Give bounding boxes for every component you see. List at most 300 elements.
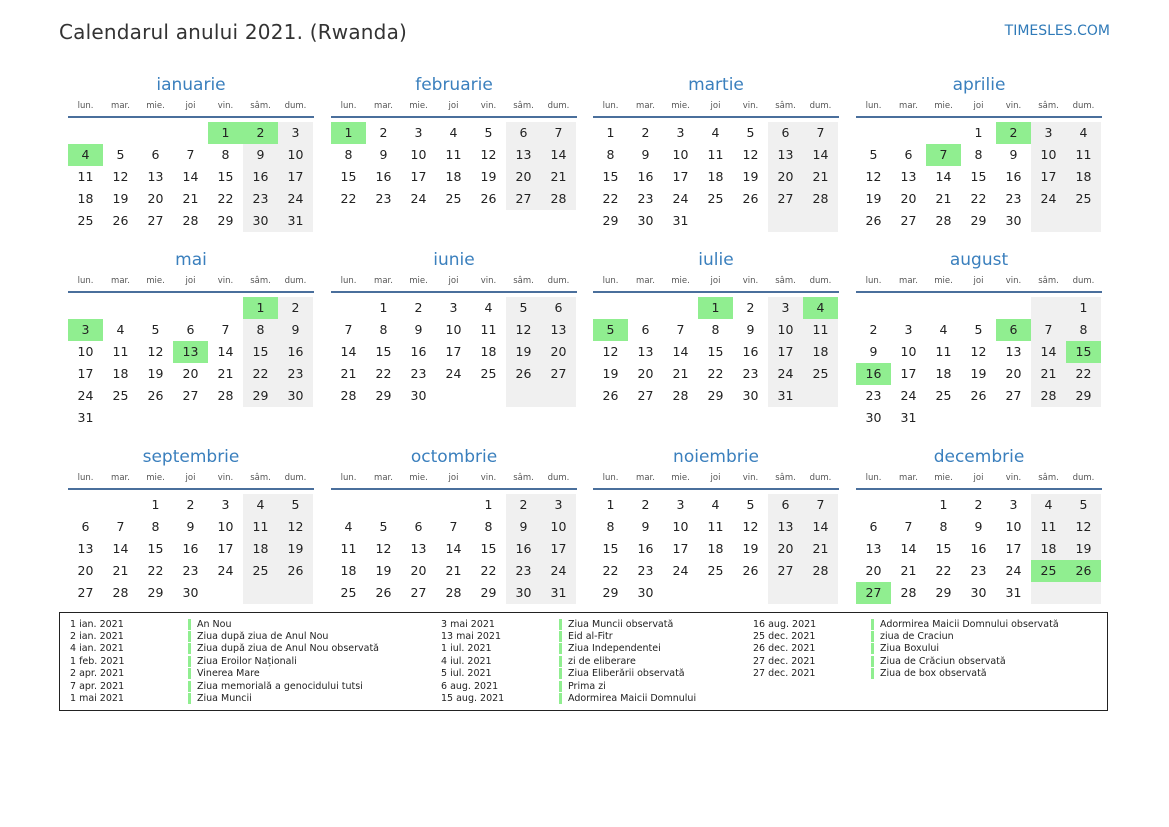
month-title: decembrie — [933, 447, 1025, 467]
day-cell: 5 — [974, 322, 983, 337]
weekday-label: joi — [710, 276, 721, 286]
weekday-header — [331, 273, 577, 293]
day-cell: 7 — [803, 122, 838, 144]
empty-cell — [628, 297, 663, 319]
empty-cell — [173, 122, 208, 144]
day-cell: 9 — [506, 516, 541, 538]
weekday-label: mar. — [636, 276, 655, 286]
month-mai — [68, 247, 314, 429]
day-cell: 12 — [970, 344, 987, 359]
holiday-name: Ziua după ziua de Anul Nou — [197, 631, 329, 643]
empty-cell — [138, 122, 173, 144]
weekday-label: vin. — [480, 276, 497, 286]
day-cell: 24 — [278, 188, 313, 210]
weekday-label: vin. — [1005, 276, 1022, 286]
holiday-row — [70, 692, 379, 704]
day-cell: 10 — [900, 344, 917, 359]
day-cell: 2 — [243, 122, 278, 144]
day-cell: 29 — [217, 213, 234, 228]
holiday-name: Vinerea Mare — [197, 668, 260, 680]
weekday-label: lun. — [602, 473, 619, 483]
day-cell: 31 — [900, 410, 917, 425]
day-cell: 4 — [484, 300, 493, 315]
day-cell: 9 — [869, 344, 878, 359]
day-cell: 16 — [637, 541, 654, 556]
day-cell: 8 — [344, 147, 353, 162]
day-grid — [68, 494, 314, 604]
month-title: februarie — [415, 75, 493, 95]
day-cell: 3 — [904, 322, 913, 337]
weekday-label: dum. — [547, 101, 570, 111]
day-cell: 30 — [410, 388, 427, 403]
day-cell: 26 — [375, 585, 392, 600]
day-cell: 18 — [707, 541, 724, 556]
month-februarie — [331, 72, 577, 210]
day-cell: 18 — [1066, 166, 1101, 188]
day-cell: 15 — [707, 344, 724, 359]
day-cell: 21 — [541, 166, 576, 188]
day-cell: 11 — [1031, 516, 1066, 538]
holiday-marker — [559, 693, 562, 704]
day-cell: 30 — [1005, 213, 1022, 228]
day-cell: 3 — [449, 300, 458, 315]
holiday-date: 27 dec. 2021 — [753, 668, 816, 680]
empty-cell — [331, 494, 366, 516]
day-cell: 26 — [112, 213, 129, 228]
day-cell: 11 — [112, 344, 129, 359]
weekday-label: mie. — [146, 276, 165, 286]
day-grid — [856, 494, 1102, 604]
day-cell: 1 — [331, 122, 366, 144]
day-cell: 28 — [1031, 385, 1066, 407]
month-iunie — [331, 247, 577, 407]
day-cell: 20 — [768, 538, 803, 560]
holiday-row — [441, 630, 696, 642]
day-cell: 19 — [865, 191, 882, 206]
weekday-label: lun. — [77, 473, 94, 483]
day-cell: 26 — [865, 213, 882, 228]
day-cell: 23 — [410, 366, 427, 381]
day-cell: 8 — [221, 147, 230, 162]
holiday-row — [441, 668, 696, 680]
day-cell: 8 — [1066, 319, 1101, 341]
day-cell: 13 — [506, 144, 541, 166]
day-cell: 20 — [147, 191, 164, 206]
weekday-label: mar. — [111, 276, 130, 286]
holiday-marker — [871, 643, 874, 654]
day-cell: 14 — [803, 144, 838, 166]
day-cell: 28 — [541, 188, 576, 210]
weekday-label: joi — [710, 473, 721, 483]
day-cell: 20 — [506, 166, 541, 188]
day-cell: 24 — [541, 560, 576, 582]
holiday-marker — [559, 619, 562, 630]
weekday-label: mar. — [636, 473, 655, 483]
day-cell: 5 — [278, 494, 313, 516]
day-cell: 7 — [541, 122, 576, 144]
day-cell: 15 — [147, 541, 164, 556]
empty-cell — [278, 407, 313, 429]
empty-cell — [208, 297, 243, 319]
weekday-label: mar. — [374, 101, 393, 111]
day-cell: 5 — [379, 519, 388, 534]
day-cell: 1 — [243, 297, 278, 319]
day-cell: 7 — [449, 519, 458, 534]
day-cell: 9 — [641, 147, 650, 162]
weekday-label: joi — [185, 101, 196, 111]
day-cell: 14 — [112, 541, 129, 556]
empty-cell — [471, 385, 506, 407]
day-cell: 16 — [182, 541, 199, 556]
day-cell: 1 — [1066, 297, 1101, 319]
holiday-date: 16 aug. 2021 — [753, 618, 817, 630]
empty-cell — [208, 407, 243, 429]
day-cell: 26 — [278, 560, 313, 582]
month-title: noiembrie — [673, 447, 759, 467]
holiday-row — [753, 668, 1059, 680]
empty-cell — [803, 582, 838, 604]
day-cell: 19 — [112, 191, 129, 206]
weekday-label: joi — [448, 276, 459, 286]
day-cell: 6 — [541, 297, 576, 319]
month-title: aprilie — [952, 75, 1006, 95]
day-cell: 1 — [606, 125, 615, 140]
day-cell: 15 — [602, 169, 619, 184]
day-cell: 27 — [147, 213, 164, 228]
empty-cell — [1031, 210, 1066, 232]
holiday-date: 7 apr. 2021 — [70, 680, 125, 692]
holiday-row — [441, 643, 696, 655]
empty-cell — [803, 210, 838, 232]
day-cell: 17 — [217, 541, 234, 556]
day-cell: 12 — [278, 516, 313, 538]
day-cell: 23 — [742, 366, 759, 381]
weekday-label: vin. — [742, 473, 759, 483]
day-cell: 13 — [541, 319, 576, 341]
day-cell: 24 — [768, 363, 803, 385]
holiday-name: An Nou — [197, 618, 232, 630]
day-cell: 29 — [375, 388, 392, 403]
weekday-label: joi — [185, 276, 196, 286]
holiday-name: Ziua Independentei — [568, 643, 661, 655]
day-cell: 21 — [900, 563, 917, 578]
day-grid — [856, 122, 1102, 232]
day-cell: 31 — [278, 210, 313, 232]
day-grid — [856, 297, 1102, 429]
holiday-date: 26 dec. 2021 — [753, 643, 816, 655]
empty-cell — [401, 494, 436, 516]
month-title: iulie — [698, 250, 734, 270]
day-cell: 30 — [278, 385, 313, 407]
weekday-label: mar. — [374, 276, 393, 286]
day-cell: 25 — [480, 366, 497, 381]
day-cell: 10 — [541, 516, 576, 538]
weekday-header — [331, 98, 577, 118]
holiday-date: 27 dec. 2021 — [753, 655, 816, 667]
day-cell: 22 — [217, 191, 234, 206]
weekday-label: mar. — [111, 101, 130, 111]
day-cell: 6 — [506, 122, 541, 144]
holiday-date: 6 aug. 2021 — [441, 680, 499, 692]
day-cell: 24 — [672, 191, 689, 206]
day-cell: 30 — [506, 582, 541, 604]
day-cell: 23 — [1005, 191, 1022, 206]
day-cell: 18 — [340, 563, 357, 578]
day-cell: 10 — [768, 319, 803, 341]
weekday-label: dum. — [809, 101, 832, 111]
holiday-row — [70, 630, 379, 642]
day-cell: 24 — [900, 388, 917, 403]
holiday-date: 1 mai 2021 — [70, 693, 124, 705]
day-cell: 24 — [1005, 563, 1022, 578]
weekday-header — [856, 273, 1102, 293]
day-cell: 27 — [637, 388, 654, 403]
weekday-label: lun. — [340, 101, 357, 111]
day-cell: 6 — [151, 147, 160, 162]
day-cell: 4 — [711, 125, 720, 140]
day-cell: 28 — [217, 388, 234, 403]
day-grid — [68, 122, 314, 232]
empty-cell — [68, 122, 103, 144]
weekday-label: joi — [973, 276, 984, 286]
day-cell: 14 — [803, 516, 838, 538]
holiday-name: Adormirea Maicii Domnului observată — [880, 618, 1059, 630]
weekday-label: sâm. — [250, 101, 271, 111]
day-cell: 31 — [768, 385, 803, 407]
day-cell: 10 — [672, 519, 689, 534]
day-cell: 12 — [1066, 516, 1101, 538]
day-cell: 27 — [182, 388, 199, 403]
day-cell: 29 — [707, 388, 724, 403]
day-cell: 29 — [1066, 385, 1101, 407]
holiday-row — [441, 655, 696, 667]
empty-cell — [663, 582, 698, 604]
weekday-label: vin. — [217, 473, 234, 483]
day-cell: 4 — [711, 497, 720, 512]
weekday-label: mie. — [146, 101, 165, 111]
day-cell: 22 — [243, 363, 278, 385]
day-cell: 30 — [865, 410, 882, 425]
weekday-label: lun. — [340, 473, 357, 483]
day-cell: 13 — [768, 144, 803, 166]
empty-cell — [768, 210, 803, 232]
holiday-row — [753, 655, 1059, 667]
day-cell: 23 — [182, 563, 199, 578]
weekday-label: joi — [973, 473, 984, 483]
month-ianuarie — [68, 72, 314, 232]
day-cell: 23 — [637, 191, 654, 206]
day-cell: 10 — [410, 147, 427, 162]
day-cell: 9 — [746, 322, 755, 337]
day-cell: 25 — [803, 363, 838, 385]
site-link[interactable]: TIMESLES.COM — [1004, 23, 1110, 39]
empty-cell — [436, 385, 471, 407]
day-cell: 9 — [379, 147, 388, 162]
weekday-label: vin. — [480, 101, 497, 111]
day-cell: 7 — [904, 519, 913, 534]
day-cell: 5 — [746, 497, 755, 512]
day-cell: 15 — [340, 169, 357, 184]
holiday-date: 5 iul. 2021 — [441, 668, 492, 680]
day-cell: 12 — [147, 344, 164, 359]
day-cell: 4 — [344, 519, 353, 534]
day-cell: 12 — [602, 344, 619, 359]
empty-cell — [68, 494, 103, 516]
day-cell: 15 — [243, 341, 278, 363]
month-noiembrie — [593, 444, 839, 604]
day-cell: 11 — [707, 147, 724, 162]
day-cell: 10 — [77, 344, 94, 359]
day-cell: 22 — [1066, 363, 1101, 385]
day-cell: 2 — [996, 122, 1031, 144]
day-cell: 3 — [541, 494, 576, 516]
holiday-date: 1 ian. 2021 — [70, 618, 124, 630]
weekday-label: joi — [710, 101, 721, 111]
holiday-name: zi de eliberare — [568, 655, 636, 667]
day-cell: 12 — [742, 519, 759, 534]
holiday-marker — [188, 656, 191, 667]
day-cell: 25 — [340, 585, 357, 600]
weekday-label: mie. — [671, 276, 690, 286]
day-cell: 17 — [900, 366, 917, 381]
day-cell: 2 — [641, 125, 650, 140]
weekday-header — [856, 98, 1102, 118]
day-cell: 3 — [1031, 122, 1066, 144]
day-grid — [331, 494, 577, 604]
day-cell: 16 — [637, 169, 654, 184]
day-cell: 21 — [445, 563, 462, 578]
day-cell: 15 — [217, 169, 234, 184]
day-cell: 14 — [217, 344, 234, 359]
day-cell: 7 — [676, 322, 685, 337]
holiday-marker — [871, 631, 874, 642]
holiday-marker — [559, 643, 562, 654]
day-grid — [593, 494, 839, 604]
day-cell: 22 — [480, 563, 497, 578]
holiday-date: 2 ian. 2021 — [70, 631, 124, 643]
day-cell: 17 — [672, 169, 689, 184]
day-cell: 17 — [278, 166, 313, 188]
weekday-header — [593, 470, 839, 490]
empty-cell — [138, 297, 173, 319]
weekday-label: mar. — [374, 473, 393, 483]
weekday-label: dum. — [809, 276, 832, 286]
day-cell: 21 — [182, 191, 199, 206]
holiday-row — [70, 668, 379, 680]
day-cell: 6 — [904, 147, 913, 162]
day-cell: 5 — [593, 319, 628, 341]
day-cell: 7 — [116, 519, 125, 534]
day-cell: 1 — [379, 300, 388, 315]
empty-cell — [243, 407, 278, 429]
day-cell: 7 — [1031, 319, 1066, 341]
day-cell: 26 — [742, 563, 759, 578]
day-cell: 2 — [278, 297, 313, 319]
day-cell: 23 — [637, 563, 654, 578]
month-decembrie — [856, 444, 1102, 604]
weekday-label: sâm. — [513, 101, 534, 111]
day-cell: 1 — [484, 497, 493, 512]
day-cell: 15 — [1066, 341, 1101, 363]
day-cell: 13 — [900, 169, 917, 184]
day-cell: 13 — [865, 541, 882, 556]
day-cell: 9 — [414, 322, 423, 337]
day-cell: 29 — [147, 585, 164, 600]
day-cell: 11 — [707, 519, 724, 534]
weekday-label: mar. — [899, 276, 918, 286]
day-cell: 8 — [606, 519, 615, 534]
day-cell: 23 — [970, 563, 987, 578]
day-cell: 27 — [1005, 388, 1022, 403]
holiday-marker — [188, 668, 191, 679]
day-cell: 16 — [410, 344, 427, 359]
holiday-name: Ziua Muncii observată — [568, 618, 674, 630]
day-cell: 14 — [935, 169, 952, 184]
day-cell: 21 — [112, 563, 129, 578]
day-cell: 7 — [803, 494, 838, 516]
weekday-label: lun. — [77, 276, 94, 286]
day-cell: 17 — [768, 341, 803, 363]
day-cell: 19 — [375, 563, 392, 578]
day-cell: 23 — [506, 560, 541, 582]
day-cell: 1 — [606, 497, 615, 512]
empty-cell — [68, 297, 103, 319]
day-cell: 14 — [900, 541, 917, 556]
day-cell: 28 — [803, 560, 838, 582]
month-aprilie — [856, 72, 1102, 232]
day-cell: 1 — [939, 497, 948, 512]
month-martie — [593, 72, 839, 232]
day-cell: 20 — [637, 366, 654, 381]
empty-cell — [1066, 210, 1101, 232]
day-cell: 6 — [414, 519, 423, 534]
day-cell: 30 — [243, 210, 278, 232]
day-cell: 8 — [379, 322, 388, 337]
day-cell: 17 — [77, 366, 94, 381]
weekday-label: lun. — [77, 101, 94, 111]
day-cell: 16 — [970, 541, 987, 556]
day-cell: 20 — [768, 166, 803, 188]
day-cell: 23 — [865, 388, 882, 403]
day-cell: 14 — [182, 169, 199, 184]
day-cell: 27 — [856, 582, 891, 604]
day-cell: 10 — [1031, 144, 1066, 166]
holiday-name: Prima zi — [568, 680, 606, 692]
empty-cell — [593, 297, 628, 319]
empty-cell — [926, 407, 961, 429]
day-grid — [593, 297, 839, 407]
day-cell: 24 — [445, 366, 462, 381]
day-cell: 11 — [803, 319, 838, 341]
holiday-marker — [871, 668, 874, 679]
day-cell: 14 — [445, 541, 462, 556]
day-cell: 6 — [641, 322, 650, 337]
weekday-label: joi — [448, 473, 459, 483]
holiday-name: ziua de Craciun — [880, 631, 954, 643]
holiday-name: Ziua după ziua de Anul Nou observată — [197, 643, 380, 655]
empty-cell — [243, 582, 278, 604]
weekday-label: mar. — [636, 101, 655, 111]
day-cell: 2 — [414, 300, 423, 315]
weekday-label: vin. — [742, 101, 759, 111]
day-cell: 12 — [865, 169, 882, 184]
day-cell: 17 — [1031, 166, 1066, 188]
empty-cell — [173, 297, 208, 319]
day-cell: 17 — [541, 538, 576, 560]
day-cell: 12 — [742, 147, 759, 162]
day-cell: 22 — [340, 191, 357, 206]
weekday-label: vin. — [217, 101, 234, 111]
